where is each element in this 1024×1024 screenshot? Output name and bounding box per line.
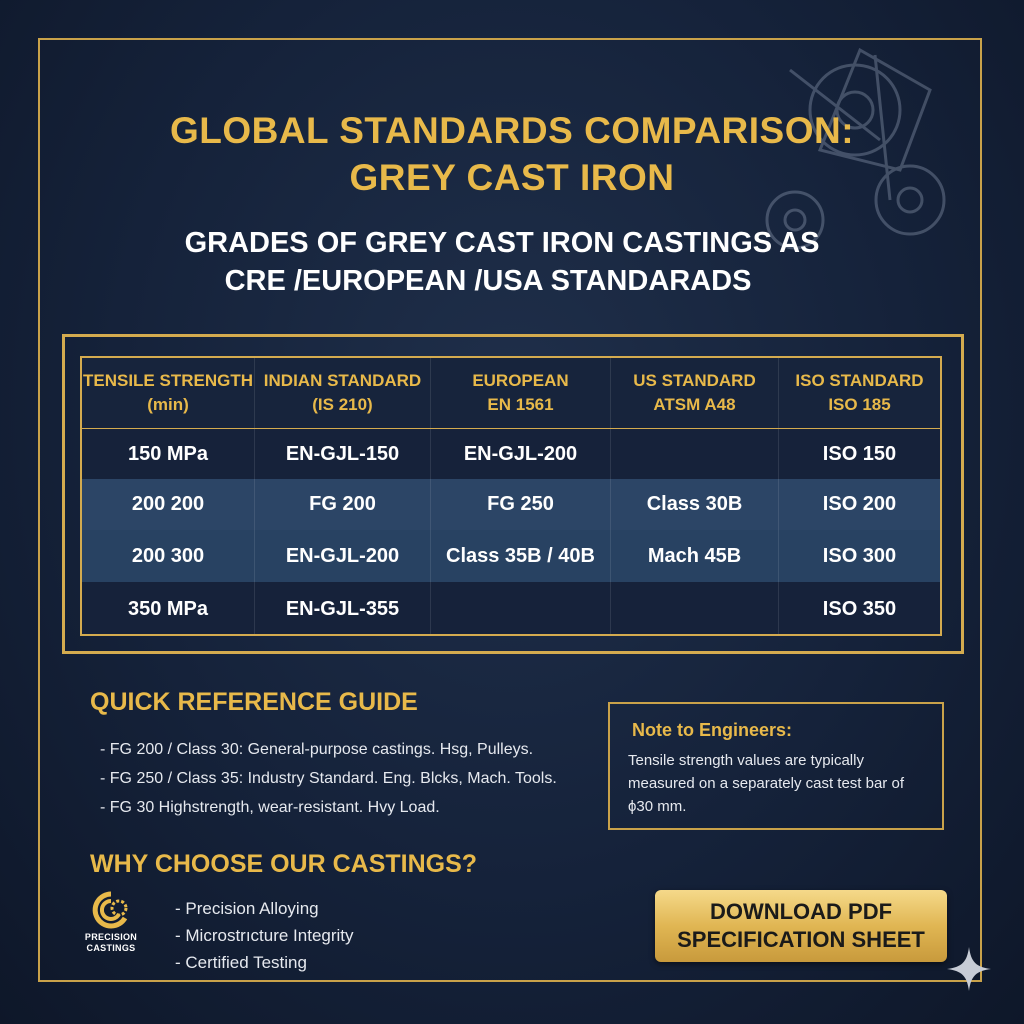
note-text: Tensile strength values are typically measured on a separately cast test bar of ϕ30 mm.: [628, 752, 904, 815]
engineer-note-box: [608, 702, 944, 830]
company-logo: [76, 888, 146, 968]
standards-table: [80, 356, 942, 636]
table-cell: 150 MPa: [82, 429, 255, 479]
table-cell: [611, 582, 779, 636]
table-cell: EN-GJL-200: [431, 429, 611, 479]
download-pdf-button[interactable]: [655, 890, 947, 962]
header-cell: US STANDARD ATSM A48: [611, 358, 779, 428]
table-cell: EN-GJL-200: [255, 530, 431, 582]
table-cell: ISO 350: [822, 597, 897, 620]
subtitle-line-1: GRADES OF GREY CAST IRON CASTINGS AS: [184, 227, 820, 259]
page-title: [0, 107, 1024, 201]
table-cell: ISO 200: [822, 493, 897, 515]
logo-text-line-2: CASTINGS: [86, 943, 136, 953]
why-choose-list: [175, 895, 354, 976]
logo-text-line-1: PRECISION: [84, 932, 138, 942]
table-row: [82, 582, 940, 636]
title-line-2: GREY CAST IRON: [349, 157, 675, 198]
list-item: - Microstrıcture Integrity: [175, 926, 354, 945]
table-cell: ISO 150: [822, 442, 897, 465]
why-choose-title: WHY CHOOSE OUR CASTINGS?: [90, 850, 478, 878]
download-label-line-2: SPECIFICATION SHEET: [677, 927, 925, 952]
note-title: Note to Engineers:: [632, 720, 793, 740]
page-subtitle: [0, 224, 1024, 300]
table-cell: 200 200: [82, 479, 255, 530]
header-cell: ISO STANDARD ISO 185: [795, 371, 924, 414]
table-cell: [611, 429, 779, 479]
list-item: - Certified Testing: [175, 953, 307, 972]
download-label-line-1: DOWNLOAD PDF: [709, 899, 893, 924]
list-item: - FG 250 / Class 35: Industry Standard. Eng. Blcks, Mach. Tools.: [100, 770, 557, 787]
table-cell: Class 35B / 40B: [431, 530, 611, 582]
table-row: [82, 530, 940, 582]
quick-reference-title: QUICK REFERENCE GUIDE: [90, 688, 418, 716]
table-cell: Mach 45B: [611, 530, 779, 582]
table-cell: Class 30B: [611, 479, 779, 530]
header-cell: EUROPEAN EN 1561: [431, 358, 611, 428]
table-cell: EN-GJL-150: [255, 429, 431, 479]
table-cell: FG 250: [431, 479, 611, 530]
list-item: - Precision Alloying: [175, 899, 319, 918]
table-cell: 200 300: [82, 530, 255, 582]
table-row: [82, 479, 940, 530]
table-cell: 350 MPa: [82, 582, 255, 636]
title-line-1: GLOBAL STANDARDS COMPARISON:: [169, 110, 855, 151]
table-cell: ISO 300: [822, 544, 897, 567]
header-cell: INDIAN STANDARD (IS 210): [255, 358, 431, 428]
table-cell: [431, 582, 611, 636]
list-item: - FG 200 / Class 30: General-purpose castings. Hsg, Pulleys.: [100, 741, 534, 758]
sparkle-icon: [944, 944, 994, 994]
list-item: - FG 30 Highstrength, wear-resistant. Hvy Load.: [100, 799, 440, 816]
gear-logo-icon: [89, 888, 133, 932]
subtitle-line-2: CRE /EUROPEAN /USA STANDARADS: [224, 265, 752, 297]
table-header-row: [82, 358, 940, 429]
table-cell: FG 200: [255, 479, 431, 530]
table-cell: EN-GJL-355: [255, 582, 431, 636]
quick-reference-list: [100, 735, 620, 822]
header-cell: TENSILE STRENGTH (min): [82, 358, 255, 428]
table-row: [82, 429, 940, 479]
